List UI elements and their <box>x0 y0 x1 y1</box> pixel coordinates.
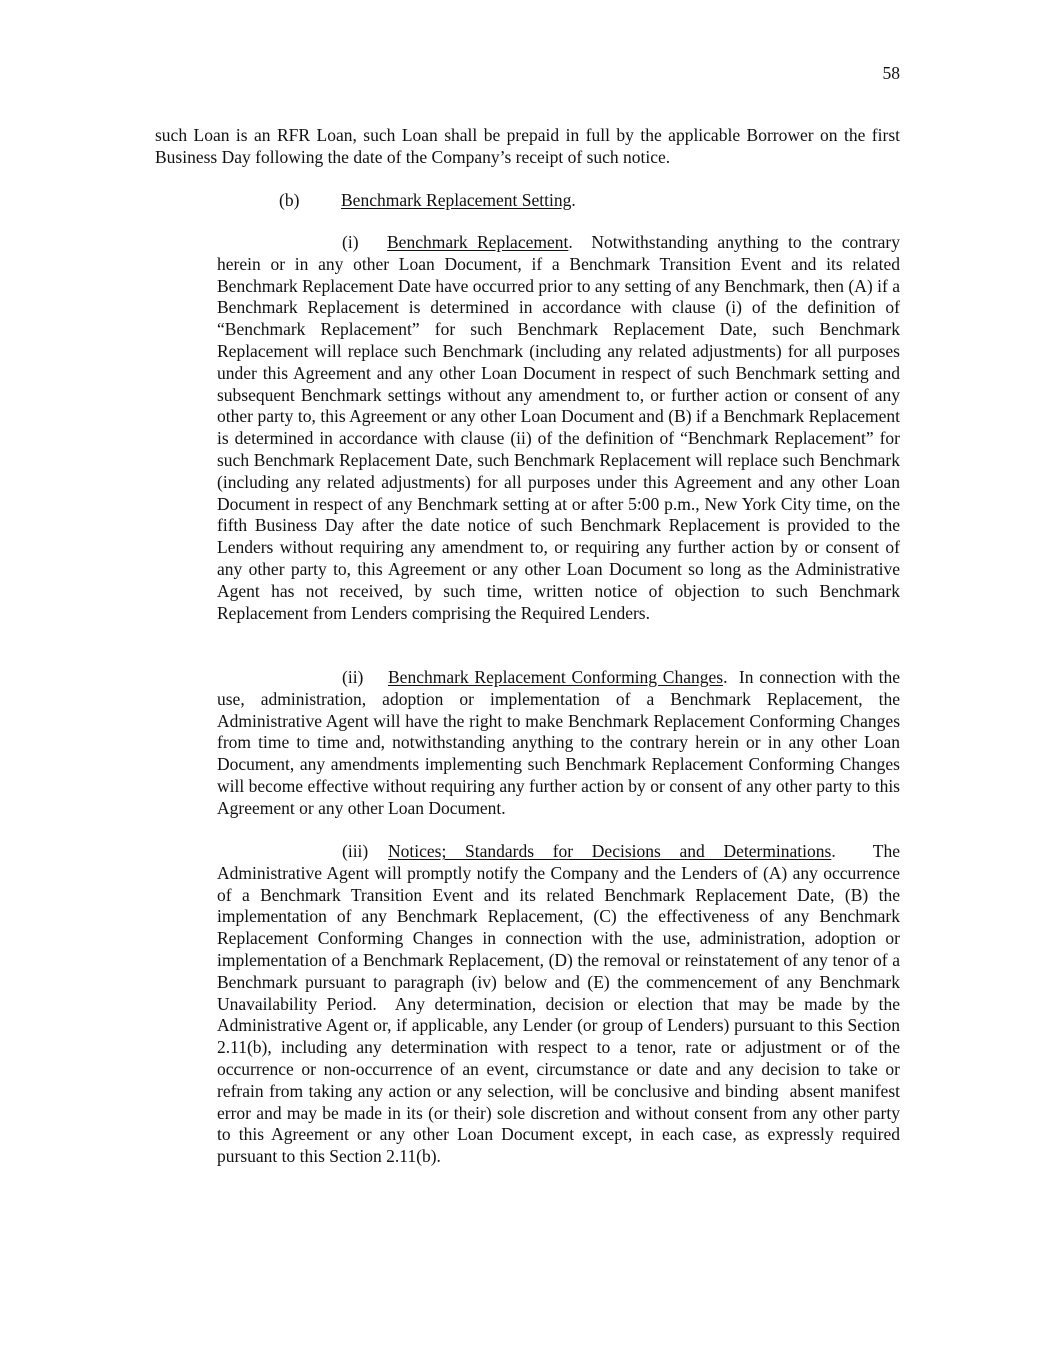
subsection-ii-title: Benchmark Replacement Conforming Changes <box>388 667 724 687</box>
page-number: 58 <box>882 63 900 83</box>
subsection-iii-label: (iii) <box>342 841 369 861</box>
subsection-i-label: (i) <box>342 232 359 252</box>
subsection-iii-paragraph <box>217 841 905 1168</box>
subsection-i-body: Notwithstanding anything to the contrary herein or in any other Loan Document, if a Benchmark Transition Event and its related Benchmark Replacement Date have occurred prior to any setting of any Benchmark, then (A) if a Benchmark Replacement is determined in accordance with clause (i) of the definition of “Benchmark Replacement” for such Benchmark Replacement Date, such Benchmark Replacement will replace such Benchmark (including any related adjustments) for all purposes under this Agreement and any other Loan Document in respect of such Benchmark setting and subsequent Benchmark settings without any amendment to, or further action or consent of any other party to, this Agreement or any other Loan Document and (B) if a Benchmark Replacement is determined in accordance with clause (ii) of the definition of “Benchmark Replacement” for such Benchmark Replacement Date, such Benchmark Replacement will replace such Benchmark (including any related adjustments) for all purposes under this Agreement and any other Loan Document in respect of any Benchmark setting at or after 5:00 p.m., New York City time, on the fifth Business Day after the date notice of such Benchmark Replacement is provided to the Lenders without requiring any amendment to, or requiring any further action by or consent of any other party to, this Agreement or any other Loan Document so long as the Administrative Agent has not received, by such time, written notice of objection to such Benchmark Replacement from Lenders comprising the Required Lenders. <box>217 232 905 623</box>
section-b-title: Benchmark Replacement Setting <box>341 190 572 210</box>
subsection-ii-label: (ii) <box>342 667 364 687</box>
subsection-iii-trail: . <box>831 841 836 861</box>
subsection-i-paragraph <box>217 232 905 624</box>
continuation-paragraph: such Loan is an RFR Loan, such Loan shall be prepaid in full by the applicable Borrower on the first Business Day following the date of the Company’s receipt of such notice. <box>155 125 900 167</box>
subsection-ii-trail: . <box>723 667 728 687</box>
subsection-i-title: Benchmark Replacement <box>387 232 569 252</box>
subsection-ii-body: In connection with the use, administration, adoption or implementation of a Benchmark Replacement, the Administrative Agent will have the right to make Benchmark Replacement Conforming Changes from time to time and, notwithstanding anything to the contrary herein or in any other Loan Document, any amendments implementing such Benchmark Replacement Conforming Changes will become effective without requiring any further action by or consent of any other party to this Agreement or any other Loan Document. <box>217 667 905 818</box>
subsection-iii-body: The Administrative Agent will promptly notify the Company and the Lenders of (A) any occurrence of a Benchmark Transition Event and its related Benchmark Replacement Date, (B) the implementation of any Benchmark Replacement, (C) the effectiveness of any Benchmark Replacement Conforming Changes in connection with the use, administration, adoption or implementation of a Benchmark Replacement, (D) the removal or reinstatement of any tenor of a Benchmark pursuant to paragraph (iv) below and (E) the commencement of any Benchmark Unavailability Period. Any determination, decision or election that may be made by the Administrative Agent or, if applicable, any Lender (or group of Lenders) pursuant to this Section 2.11(b), including any determination with respect to a tenor, rate or adjustment or of the occurrence or non-occurrence of an event, circumstance or date and any decision to take or refrain from taking any action or any selection, will be conclusive and binding absent manifest error and may be made in its (or their) sole discretion and without consent from any other party to this Agreement or any other Loan Document except, in each case, as expressly required pursuant to this Section 2.11(b). <box>217 841 905 1167</box>
subsection-i-trail: . <box>568 232 573 252</box>
subsection-ii-paragraph <box>217 667 905 820</box>
section-b-trail: . <box>571 190 576 210</box>
section-b-label: (b) <box>279 190 300 210</box>
subsection-iii-title: Notices; Standards for Decisions and Determinations <box>388 841 832 861</box>
section-b-heading <box>279 190 879 212</box>
